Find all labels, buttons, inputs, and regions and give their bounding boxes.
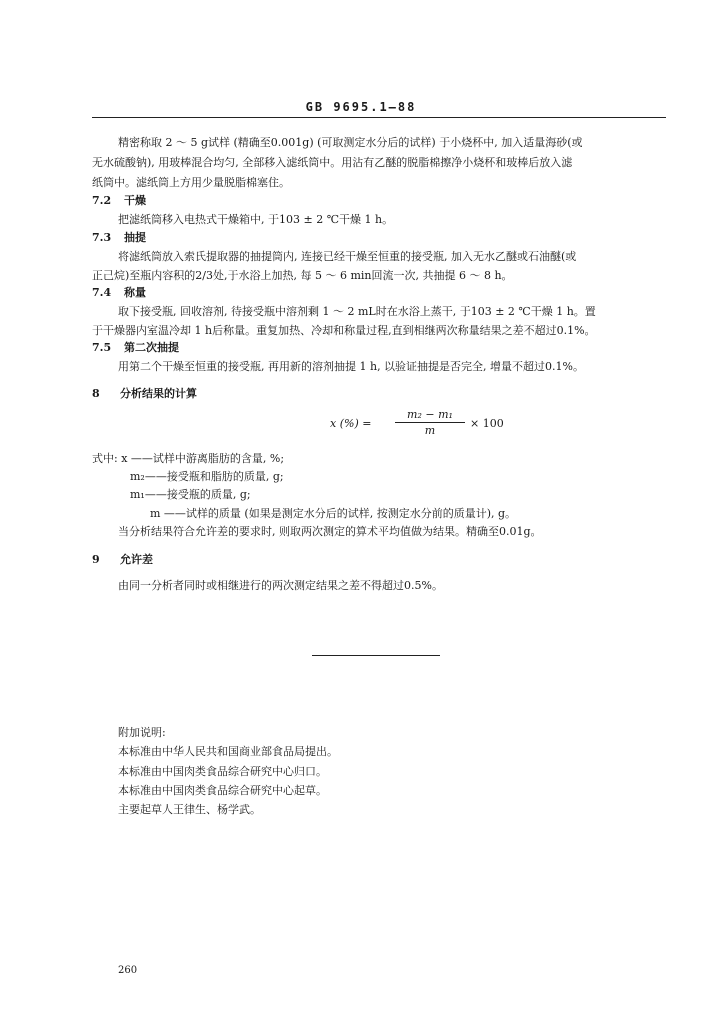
- section-title: 允许差: [120, 553, 153, 566]
- appendix-title: 附加说明:: [118, 726, 166, 739]
- header-rule: [92, 117, 666, 118]
- section-heading-8: [92, 386, 197, 402]
- section-number: 9: [92, 553, 100, 566]
- formula-rhs: × 100: [470, 417, 504, 430]
- formula-denominator: m: [424, 424, 436, 437]
- section-title: 分析结果的计算: [120, 387, 197, 400]
- formula-numerator: m₂ − m₁: [395, 408, 465, 423]
- variable-definition: 式中: x ——试样中游离脂肪的含量, %;: [92, 452, 285, 465]
- variable-definition: m₂——接受瓶和脂肪的质量, g;: [130, 470, 284, 483]
- section-number: 7.5: [92, 341, 112, 354]
- paragraph-line: 纸筒中。滤纸筒上方用少量脱脂棉塞住。: [92, 176, 290, 189]
- paragraph-line: 把滤纸筒移入电热式干燥箱中, 于103 ± 2 ℃干燥 1 h。: [118, 213, 394, 226]
- paragraph-line: 精密称取 2 ～ 5 g试样 (精确至0.001g) (可取测定水分后的试样) 于小烧杯中, 加入适量海砂(或: [118, 136, 583, 149]
- paragraph-line: 当分析结果符合允许差的要求时, 则取两次测定的算术平均值做为结果。精确至0.01g。: [118, 525, 542, 538]
- variable-definition: m₁——接受瓶的质量, g;: [130, 488, 251, 501]
- section-title: 干燥: [124, 194, 146, 207]
- section-title: 第二次抽提: [124, 341, 179, 354]
- section-title: 抽提: [124, 231, 146, 244]
- standard-header: GB 9695.1—88: [305, 100, 417, 114]
- section-number: 8: [92, 387, 100, 400]
- section-heading-9: [92, 552, 153, 568]
- appendix-line: 本标准由中华人民共和国商业部食品局提出。: [118, 745, 338, 758]
- paragraph-line: 由同一分析者同时或相继进行的两次测定结果之差不得超过0.5%。: [118, 579, 443, 592]
- paragraph-line: 无水硫酸钠), 用玻棒混合均匀, 全部移入滤纸筒中。用沾有乙醚的脱脂棉擦净小烧杯和玻棒后放入滤: [92, 156, 573, 169]
- paragraph-line: 于干燥器内室温冷却 1 h后称量。重复加热、冷却和称量过程,直到相继两次称量结果之差不超过0.1%。: [92, 324, 596, 337]
- formula-fraction: [395, 408, 465, 437]
- section-divider: [312, 655, 440, 656]
- section-number: 7.4: [92, 286, 112, 299]
- variable-definition: m ——试样的质量 (如果是测定水分后的试样, 按测定水分前的质量计), g。: [150, 507, 517, 520]
- page-number: 260: [118, 965, 138, 976]
- appendix-line: 本标准由中国肉类食品综合研究中心起草。: [118, 784, 327, 797]
- paragraph-line: 用第二个干燥至恒重的接受瓶, 再用新的溶剂抽提 1 h, 以验证抽提是否完全, 增量不超过0.1%。: [118, 360, 584, 373]
- section-number: 7.3: [92, 231, 112, 244]
- section-title: 称量: [124, 286, 146, 299]
- formula-lhs: x (%) =: [330, 417, 372, 430]
- paragraph-line: 取下接受瓶, 回收溶剂, 待接受瓶中溶剂剩 1 ～ 2 mL时在水浴上蒸干, 于103 ± 2 ℃干燥 1 h。置: [118, 305, 596, 318]
- section-heading-7-2: [92, 193, 146, 209]
- section-heading-7-5: [92, 340, 179, 356]
- section-heading-7-3: [92, 230, 146, 246]
- paragraph-line: 将滤纸筒放入索氏提取器的抽提筒内, 连接已经干燥至恒重的接受瓶, 加入无水乙醚或石油醚(或: [118, 250, 577, 263]
- section-heading-7-4: [92, 285, 146, 301]
- appendix-line: 本标准由中国肉类食品综合研究中心归口。: [118, 765, 327, 778]
- appendix-line: 主要起草人王律生、杨学武。: [118, 803, 261, 816]
- section-number: 7.2: [92, 194, 112, 207]
- paragraph-line: 正己烷)至瓶内容积的2/3处,于水浴上加热, 每 5 ～ 6 min回流一次, 共抽提 6 ～ 8 h。: [92, 269, 513, 282]
